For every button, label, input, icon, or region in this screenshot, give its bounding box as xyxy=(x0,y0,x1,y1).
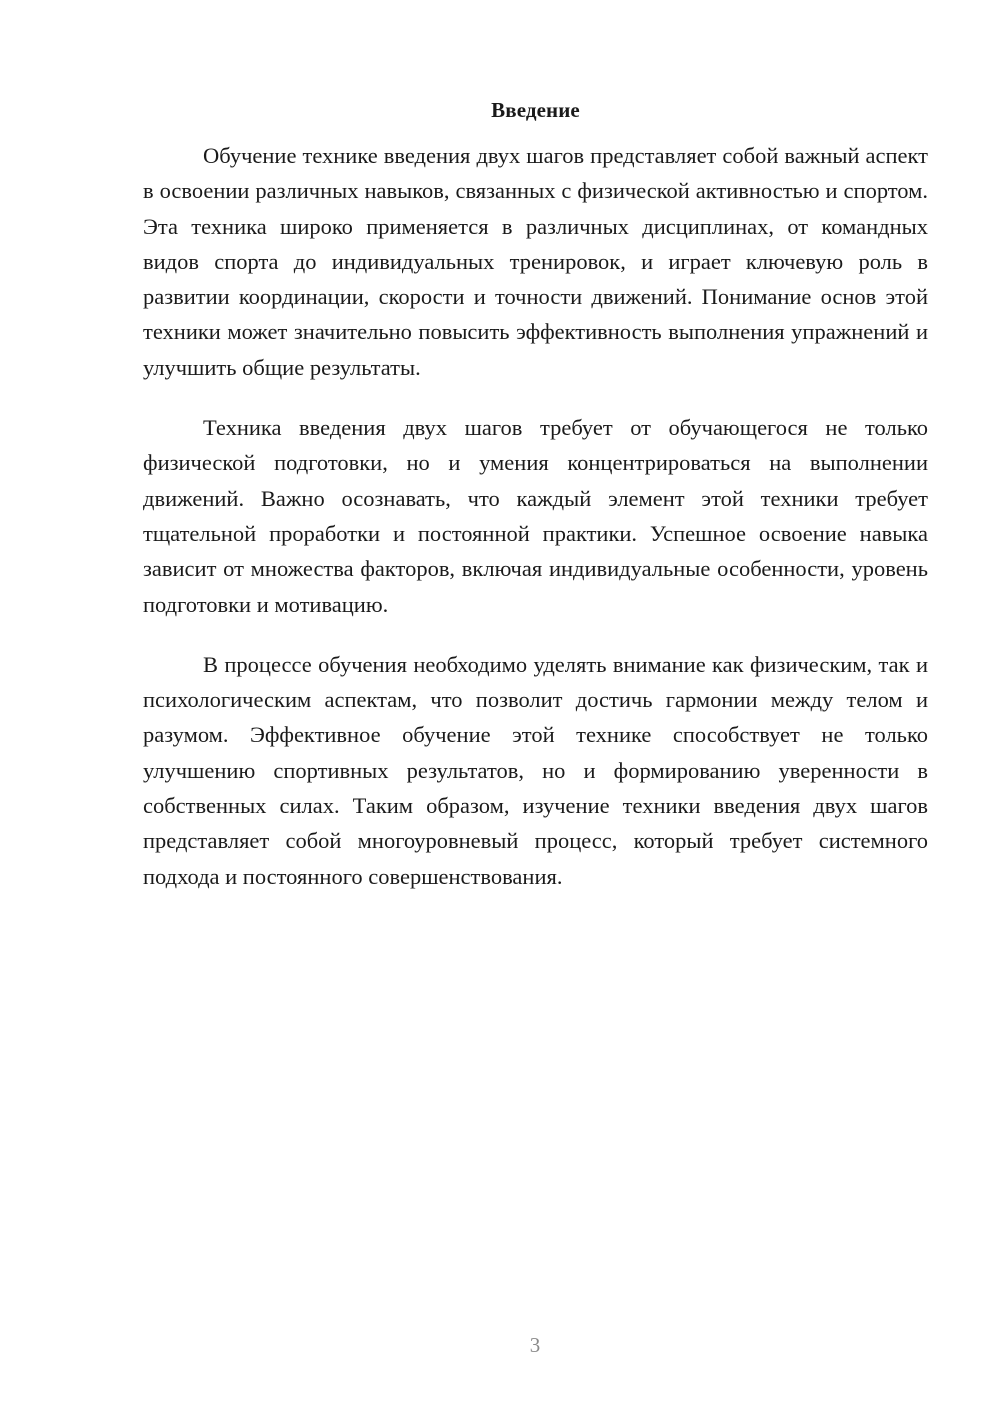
paragraph-3: В процессе обучения необходимо уделять внимание как физическим, так и психологическим аспектам, что позволит достичь гармонии между телом и разумом. Эффективное обучение этой технике способствует не только улучшению спортивных результатов, но и формированию уверенности в собственных силах. Таким образом, изучение техники введения двух шагов представляет собой многоуровневый процесс, который требует системного подхода и постоянного совершенствования. xyxy=(143,651,928,889)
section-title: Введение xyxy=(491,98,580,122)
paragraph-1: Обучение технике введения двух шагов представляет собой важный аспект в освоении различных навыков, связанных с физической активностью и спортом. Эта техника широко применяется в различных дисциплинах, от командных видов спорта до индивидуальных тренировок, и играет ключевую роль в развитии координации, скорости и точности движений. Понимание основ этой техники может значительно повысить эффективность выполнения упражнений и улучшить общие результаты. xyxy=(143,143,928,380)
page-number: 3 xyxy=(529,1333,541,1357)
page-content xyxy=(143,94,928,894)
paragraph-2: Техника введения двух шагов требует от обучающегося не только физической подготовки, но и умения концентрироваться на выполнении движений. Важно осознавать, что каждый элемент этой техники требует тщательной проработки и постоянной практики. Успешное освоение навыка зависит от множества факторов, включая индивидуальные особенности, уровень подготовки и мотивацию. xyxy=(143,415,928,617)
